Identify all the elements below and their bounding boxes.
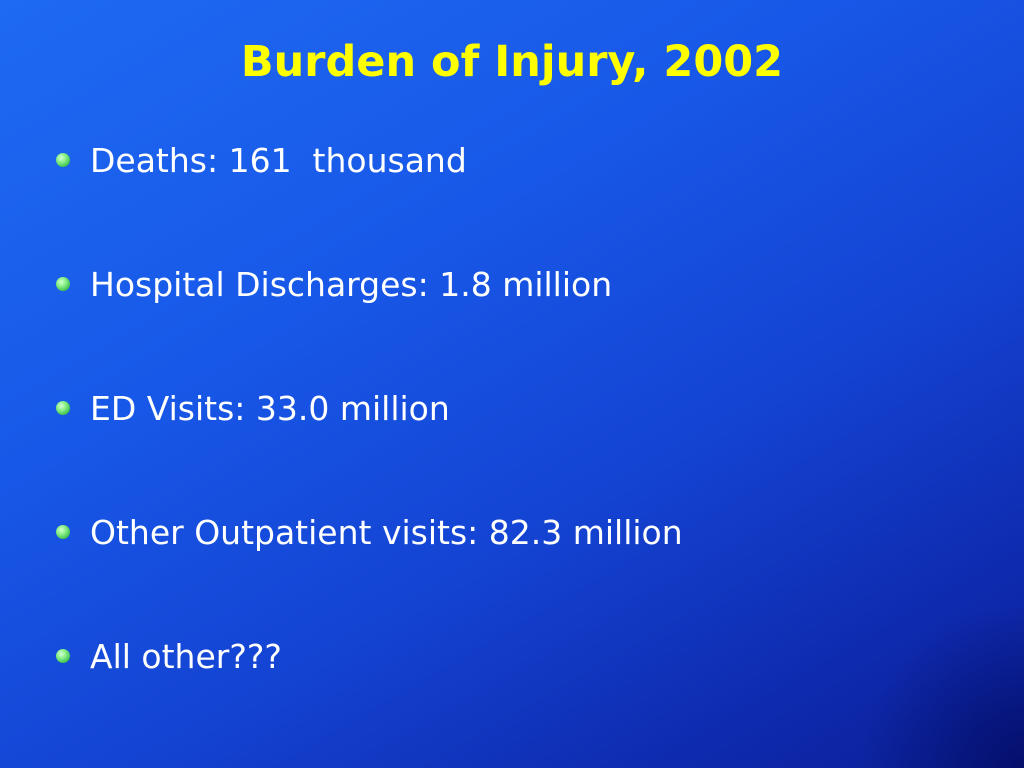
bullet-text: All other??? (90, 637, 282, 676)
green-bullet-dot-icon (56, 649, 70, 663)
bullet-item-hospital-discharges (56, 260, 986, 384)
bullet-item-all-other (56, 632, 986, 756)
green-bullet-dot-icon (56, 277, 70, 291)
green-bullet-dot-icon (56, 153, 70, 167)
green-bullet-dot-icon (56, 525, 70, 539)
bullet-list (56, 136, 986, 756)
bullet-item-ed-visits (56, 384, 986, 508)
bullet-text: Hospital Discharges: 1.8 million (90, 265, 613, 304)
slide-title: Burden of Injury, 2002 (240, 37, 784, 87)
green-bullet-dot-icon (56, 401, 70, 415)
bullet-text: ED Visits: 33.0 million (90, 389, 450, 428)
bullet-text: Other Outpatient visits: 82.3 million (90, 513, 683, 552)
bullet-item-other-outpatient-visits (56, 508, 986, 632)
bullet-text: Deaths: 161 thousand (90, 141, 467, 180)
bullet-item-deaths (56, 136, 986, 260)
